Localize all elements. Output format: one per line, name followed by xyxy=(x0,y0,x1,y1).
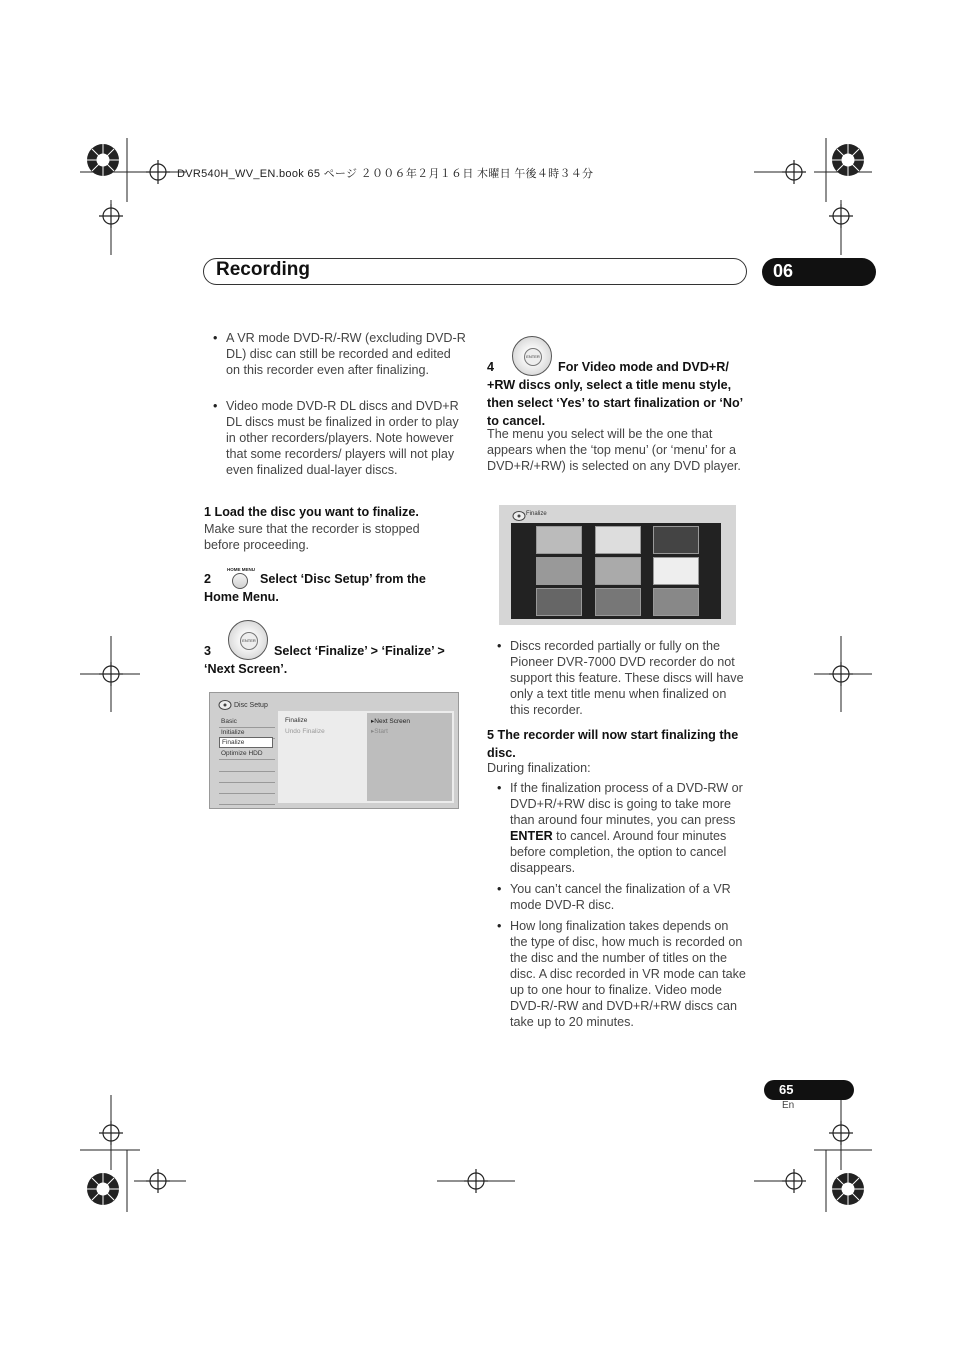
step-2-text: Select ‘Disc Setup’ from the Home Menu. xyxy=(204,572,426,604)
menu-optimize-hdd[interactable]: Optimize HDD xyxy=(219,749,275,760)
book-info-line: DVR540H_WV_EN.book 65 ページ ２００６年２月１６日 木曜日 午後４時３４分 xyxy=(177,168,594,180)
disc-setup-screen xyxy=(209,692,459,809)
option-finalize[interactable]: Finalize xyxy=(285,717,308,724)
option-start[interactable]: ▸Start xyxy=(371,728,388,735)
menu-style-1[interactable] xyxy=(536,526,582,554)
option-start-label: Start xyxy=(374,728,388,735)
chapter-badge: 06 xyxy=(762,258,876,286)
menu-finalize[interactable]: Finalize xyxy=(219,737,273,748)
bullet-vr-no-cancel: • You can’t cancel the finalization of a VR mode DVD-R disc. xyxy=(510,881,748,913)
bullet-dual-layer: • Video mode DVD-R DL discs and DVD+R DL discs must be finalized in order to play in other recorders/players. Note however that some recorders/ players will not play even finalized dual-layer discs. xyxy=(226,398,466,478)
menu-empty-3 xyxy=(219,783,275,794)
menu-empty-1 xyxy=(219,761,275,772)
section-title: Recording xyxy=(216,259,310,280)
enter-label-2: ENTER xyxy=(524,348,542,366)
bullet-cancel-enter xyxy=(510,780,748,876)
step-1-body: Make sure that the recorder is stopped before proceeding. xyxy=(204,522,420,552)
bullet-cancel-text-1: If the finalization process of a DVD-RW or DVD+R/+RW disc is going to take more than around four minutes, you can press xyxy=(510,781,743,827)
bullet-dvr-7000: • Discs recorded partially or fully on the Pioneer DVR-7000 DVD recorder do not support this feature. These discs will have only a text title menu when finalized on this recorder. xyxy=(510,638,748,718)
menu-style-7[interactable] xyxy=(536,588,582,616)
menu-basic[interactable]: Basic xyxy=(219,717,275,728)
menu-style-4[interactable] xyxy=(536,557,582,585)
bullet-cancel-text-2: to cancel. Around four minutes before completion, the option to cancel disappears. xyxy=(510,829,727,875)
home-menu-label: HOME MENU xyxy=(227,567,255,572)
title-menu-grid xyxy=(511,523,721,619)
enter-label: ENTER xyxy=(240,632,258,650)
finalize-screen xyxy=(499,505,736,625)
page-number: 65 xyxy=(764,1080,854,1100)
option-next-screen-label: Next Screen xyxy=(374,718,411,725)
menu-style-3[interactable] xyxy=(653,526,699,554)
menu-empty-2 xyxy=(219,772,275,783)
enter-keyword: ENTER xyxy=(510,829,553,843)
step-3-text: Select ‘Finalize’ > ‘Finalize’ > ‘Next Screen’. xyxy=(204,644,445,676)
step-2-number: 2 xyxy=(204,572,212,586)
option-undo-finalize[interactable]: Undo Finalize xyxy=(285,728,325,735)
menu-style-5[interactable] xyxy=(595,557,641,585)
menu-initialize[interactable]: Initialize xyxy=(219,728,275,739)
step-5-title: 5 The recorder will now start finalizing the disc. xyxy=(487,728,739,760)
menu-style-9[interactable] xyxy=(653,588,699,616)
step-4-number: 4 xyxy=(487,360,495,374)
disc-icon xyxy=(218,699,232,711)
step-1-title: 1 Load the disc you want to finalize. xyxy=(204,505,419,519)
language-label: En xyxy=(782,1100,795,1111)
step-5-body: During finalization: xyxy=(487,761,591,775)
step-4-text: For Video mode and DVD+R/ +RW discs only, select a title menu style, then select ‘Yes’ to start finalization or ‘No’ to cancel. xyxy=(487,360,743,428)
disc-setup-title: Disc Setup xyxy=(234,702,268,709)
menu-style-2[interactable] xyxy=(595,526,641,554)
step-4-body: The menu you select will be the one that appears when the ‘top menu’ (or ‘menu’ for a DVD+R/+RW) is selected on any DVD player. xyxy=(487,427,741,473)
option-next-screen[interactable]: ▸Next Screen xyxy=(371,718,411,725)
disc-icon-2 xyxy=(512,510,526,522)
bullet-duration: • How long finalization takes depends on the type of disc, how much is recorded on the disc and the number of titles on the disc. A disc recorded in VR mode can take up to one hour to finalize. Video mode DVD-R/-RW and DVD+R/+RW discs can take up to 20 minutes. xyxy=(510,918,748,1030)
bullet-vr-mode: • A VR mode DVD-R/-RW (excluding DVD-R DL) disc can still be recorded and edited on this recorder even after finalizing. xyxy=(226,330,466,378)
menu-style-8[interactable] xyxy=(595,588,641,616)
finalize-title: Finalize xyxy=(526,511,547,517)
step-3-number: 3 xyxy=(204,644,212,658)
menu-style-6[interactable] xyxy=(653,557,699,585)
menu-empty-4 xyxy=(219,794,275,805)
